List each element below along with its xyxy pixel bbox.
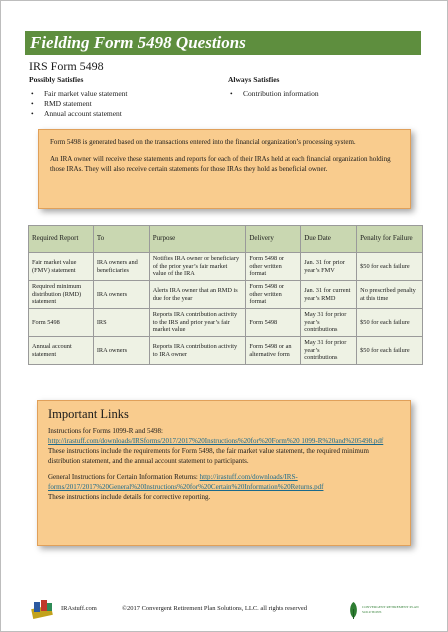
callout-paragraph: An IRA owner will receive these statements and reports for each of their IRAs held at each financial organization holding those IRAs. They will also receive certain statements for those IRAs they hold as beneficial owner. [50, 154, 391, 173]
column-header: To [93, 226, 149, 253]
always-satisfies-heading: Always Satisfies [228, 75, 280, 84]
table-cell: Reports IRA contribution activity to the IRS and prior year’s fair market value [149, 309, 246, 337]
footer-copyright: ©2017 Convergent Retirement Plan Solutions, LLC. all rights reserved [122, 605, 307, 612]
table-row [29, 309, 423, 337]
column-header: Penalty for Failure [357, 226, 423, 253]
always-satisfies-list [230, 89, 319, 99]
info-callout [38, 129, 411, 209]
links-heading: Important Links [48, 407, 129, 421]
table-cell: Fair market value (FMV) statement [29, 253, 94, 281]
table-cell: Notifies IRA owner or beneficiary of the prior year’s fair market value of the IRA [149, 253, 246, 281]
table-cell: Annual account statement [29, 337, 94, 365]
table-cell: IRA owners [93, 281, 149, 309]
column-header: Purpose [149, 226, 246, 253]
table-header-row [29, 226, 423, 253]
irastuff-logo-icon [31, 599, 55, 619]
link-block [48, 472, 400, 502]
table-cell: IRS [93, 309, 149, 337]
table-cell: Required minimum distribution (RMD) statement [29, 281, 94, 309]
table-cell: IRA owners [93, 337, 149, 365]
table-cell: Form 5498 or an alternative form [246, 337, 301, 365]
column-header: Required Report [29, 226, 94, 253]
list-item: • RMD statement [31, 99, 128, 109]
section-subtitle: IRS Form 5498 [29, 59, 104, 73]
convergent-logo-icon [347, 601, 360, 619]
table-cell: IRA owners and beneficiaries [93, 253, 149, 281]
table-cell: May 31 for prior year’s contributions [301, 337, 357, 365]
callout-paragraph: Form 5498 is generated based on the transactions entered into the financial organization’s processing system. [50, 138, 356, 146]
link-label: Instructions for Forms 1099-R and 5498: [48, 427, 163, 435]
table-cell: Form 5498 or other written format [246, 253, 301, 281]
instructions-1099r-5498-link[interactable]: http://irastuff.com/downloads/IRSforms/2017/2017%20Instructions%20for%20Form%20 1099-R%20and%205498.pdf [48, 437, 384, 445]
general-instructions-link[interactable]: http://irastuff.com/downloads/IRS-forms/2017/2017%20General%20Instructions%20for%20Certain%20Information%20Returns.pdf [48, 473, 324, 491]
table-row [29, 281, 423, 309]
page-title: Fielding Form 5498 Questions [25, 31, 421, 55]
list-item: • Contribution information [230, 89, 319, 99]
link-block [48, 426, 400, 466]
link-label: General Instructions for Certain Information Returns: [48, 473, 200, 481]
footer-site: IRAstuff.com [61, 605, 97, 612]
table-cell: Jan. 31 for current year’s RMD [301, 281, 357, 309]
possibly-satisfies-heading: Possibly Satisfies [29, 75, 84, 84]
table-cell: Form 5498 or other written format [246, 281, 301, 309]
link-description: These instructions include the requirements for Form 5498, the fair market value statement, the required minimum distribution statement, and the annual account statement to participants. [48, 447, 369, 465]
column-header: Due Date [301, 226, 357, 253]
table-cell: Reports IRA contribution activity to IRA owner [149, 337, 246, 365]
table-cell: $50 for each failure [357, 337, 423, 365]
table-cell: Jan. 31 for prior year’s FMV [301, 253, 357, 281]
possibly-satisfies-list [31, 89, 128, 119]
table-cell: Form 5498 [29, 309, 94, 337]
table-row [29, 253, 423, 281]
reports-table [28, 225, 423, 365]
column-header: Delivery [246, 226, 301, 253]
important-links-callout [37, 400, 411, 546]
table-cell: Alerts IRA owner that an RMD is due for the year [149, 281, 246, 309]
link-description: These instructions include details for corrective reporting. [48, 493, 211, 501]
convergent-logo-text: CONVERGENT RETIREMENT PLAN SOLUTIONS [362, 605, 419, 614]
table-row [29, 337, 423, 365]
table-cell: Form 5498 [246, 309, 301, 337]
table-cell: $50 for each failure [357, 309, 423, 337]
table-cell: $50 for each failure [357, 253, 423, 281]
table-cell: No prescribed penalty at this time [357, 281, 423, 309]
table-cell: May 31 for prior year’s contributions [301, 309, 357, 337]
list-item: • Annual account statement [31, 109, 128, 119]
list-item: • Fair market value statement [31, 89, 128, 99]
